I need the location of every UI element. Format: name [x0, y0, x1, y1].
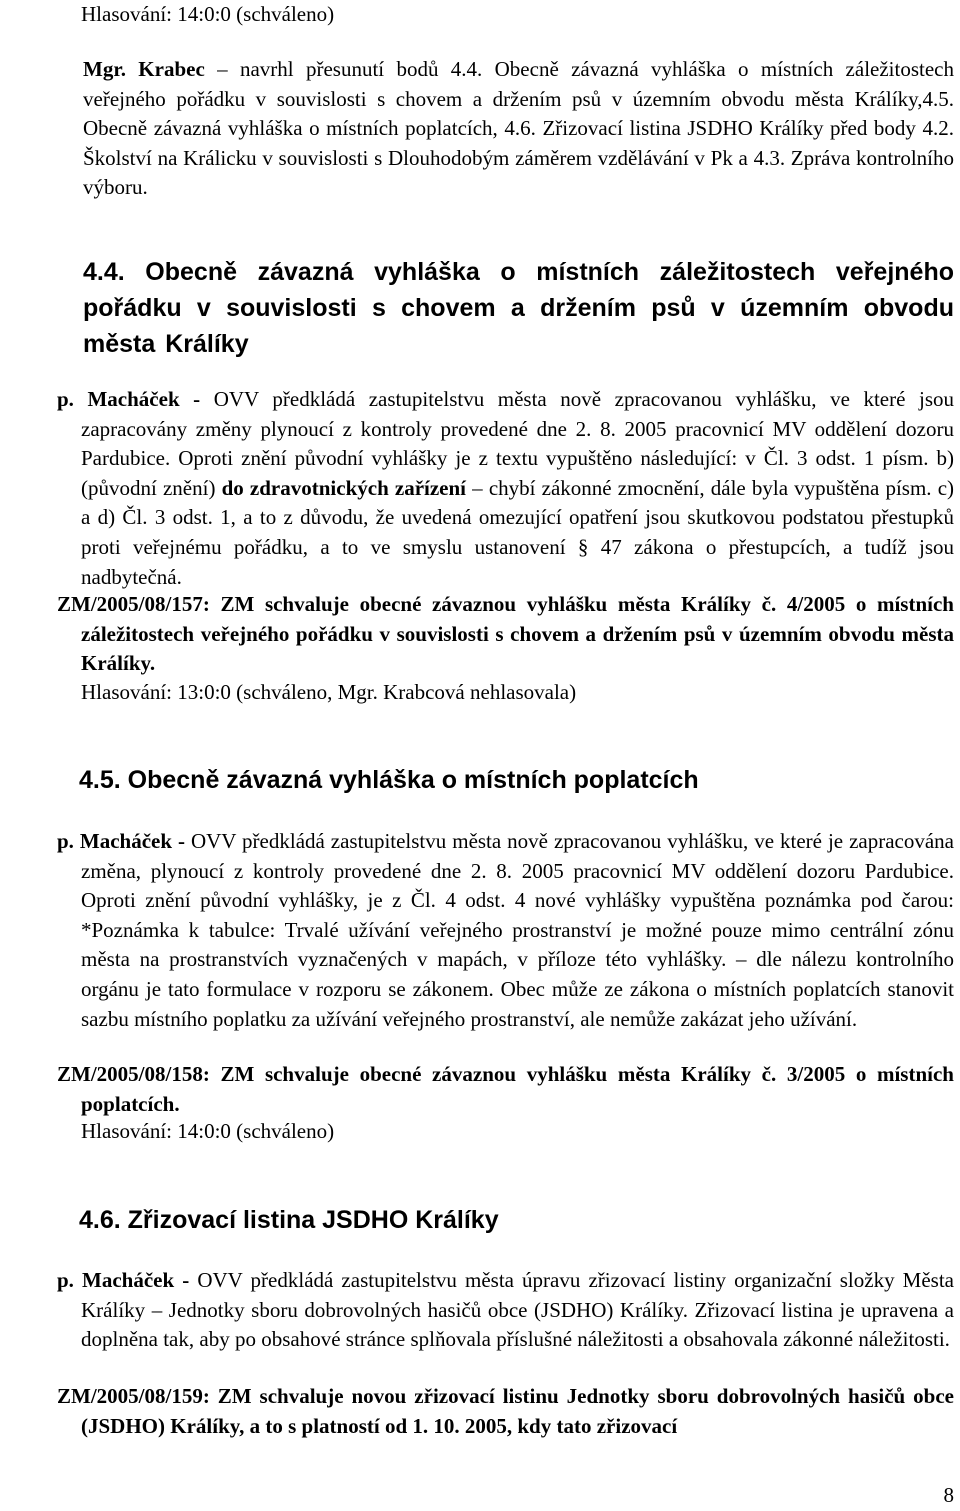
section-4-4-paragraph: p. Macháček - OVV předkládá zastupitelstvu města nově zpracovanou vyhlášku, ve které jsou zapracovány změny plynoucí z kontroly provedené dne 2. 8. 2005 pracovnicí MV oddělení dozoru Pardubice. Oproti znění původní vyhlášky je z textu vypuštěno následující: v Čl. 3 odst. 1 písm. b) (původní znění) do zdravotnických zařízení – chybí zákonné zmocnění, dále byla vypuštěna písm. c) a d) Čl. 3 odst. 1, a to z důvodu, že uvedená omezující opatření jsou skutkovou podstatou přestupků proti veřejnému pořádku, a to ve smyslu ustanovení § 47 zákona o přestupcích, a tudíž jsou nadbytečná. [57, 387, 955, 589]
intro-text: – navrhl přesunutí bodů 4.4. Obecně závazná vyhláška o místních záležitostech veřejného pořádku v souvislosti s chovem a držením psů v územním obvodu města Králíky,4.5. Obecně závazná vyhláška o místních poplatcích, 4.6. Zřizovací listina JSDHO Králíky před body 4.2. Školství na Králicku v souvislosti s Dlouhodobým záměrem vzdělávání v Pk a 4.3. Zpráva kontrolního výboru. [83, 57, 954, 200]
section-4-5-vote: Hlasování: 14:0:0 (schváleno) [81, 1119, 335, 1143]
section-4-4-heading: 4.4. Obecně závazná vyhláška o místních záležitostech veřejného pořádku v souvislosti s chovem a držením psů v územním obvodu města Králíky [83, 258, 954, 358]
section-4-4-vote: Hlasování: 13:0:0 (schváleno, Mgr. Krabcová nehlasovala) [81, 680, 577, 704]
section-4-4-speaker: p. Macháček - [57, 387, 201, 411]
page-number: 8 [943, 1483, 954, 1508]
previous-vote-result: Hlasování: 14:0:0 (schváleno) [81, 2, 335, 26]
section-4-5-paragraph: p. Macháček - OVV předkládá zastupitelstvu města nově zpracovanou vyhlášku, ve které je zapracována změna, plynoucí z kontroly provedené dne 2. 8. 2005 pracovnicí MV oddělení dozoru Pardubice. Oproti znění původní vyhlášky, je z Čl. 4 odst. 4 nové vyhlášky vypuštěna poznámka pod čarou: *Poznámka k tabulce: Trvalé užívání veřejného prostranství je možné pouze mimo centrální zónu města na prostranstvích vyznačených v mapách, v příloze této vyhlášky. – dle nálezu kontrolního orgánu je tato formulace v rozporu se zákonem. Obec může ze zákona o místních poplatcích stanovit sazbu místního poplatku za užívání veřejného prostranství, ale nemůže zakázat jeho užívání. [57, 829, 954, 1031]
resolution-157: ZM/2005/08/157: ZM schvaluje obecné závaznou vyhlášku města Králíky č. 4/2005 o místních záležitostech veřejného pořádku v souvislosti s chovem a držením psů v územním obvodu města Králíky. [57, 592, 954, 676]
section-4-6-heading: 4.6. Zřizovací listina JSDHO Králíky [79, 1206, 499, 1234]
section-4-5-heading: 4.5. Obecně závazná vyhláška o místních poplatcích [79, 766, 699, 794]
section-4-6-paragraph: p. Macháček - OVV předkládá zastupitelstvu města úpravu zřizovací listiny organizační složky Města Králíky – Jednotky sboru dobrovolných hasičů obce (JSDHO) Králíky. Zřizovací listina je upravena a doplněna tak, aby po obsahové stránce splňovala příslušné náležitosti a obsahovala zákonné náležitosti. [57, 1268, 954, 1352]
section-4-5-speaker: p. Macháček - [57, 829, 185, 853]
resolution-159: ZM/2005/08/159: ZM schvaluje novou zřizovací listinu Jednotky sboru dobrovolných hasičů obce (JSDHO) Králíky, a to s platností od 1. 10. 2005, kdy tato zřizovací [57, 1384, 954, 1438]
intro-paragraph [57, 55, 954, 203]
resolution-158: ZM/2005/08/158: ZM schvaluje obecné závaznou vyhlášku města Králíky č. 3/2005 o místních poplatcích. [57, 1062, 954, 1116]
section-4-4-bold-phrase: do zdravotnických zařízení [221, 475, 467, 500]
section-4-6-speaker: p. Macháček - [57, 1268, 190, 1292]
intro-speaker: Mgr. Krabec [83, 57, 205, 81]
